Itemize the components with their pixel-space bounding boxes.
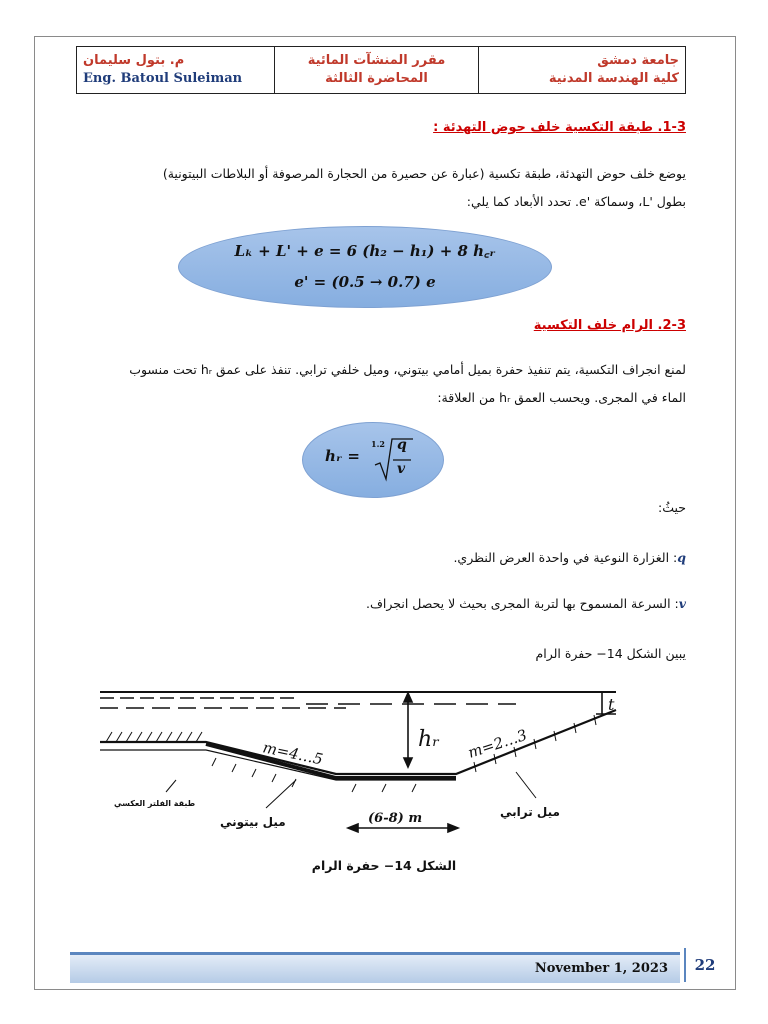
section1-line1: يوضع خلف حوض التهدئة، طبقة تكسية (عبارة عن حصيرة من الحجارة المرصوفة أو البلاطات البيتونية) (162, 166, 686, 181)
equation-length: Lₖ + L' + e = 6 (h₂ − h₁) + 8 h꜀ᵣ (234, 242, 496, 260)
header-university-cell (479, 47, 685, 93)
q-definition (453, 550, 686, 565)
course-title: مقرر المنشآت المائية (307, 53, 446, 68)
page-header (76, 46, 686, 94)
equation-box-1 (178, 226, 552, 308)
equation-box-2 (302, 422, 444, 498)
q-symbol: q (677, 550, 686, 565)
right-slope-label: m=2…3 (465, 725, 530, 762)
section2-line2: الماء في المجرى. ويحسب العمق hᵣ من العلاقة: (437, 390, 686, 405)
earth-slope-label: ميل ترابي (500, 805, 560, 819)
width-label: (6-8) m (368, 811, 423, 826)
section1-number: 1-3. (657, 120, 686, 135)
lecture-title: المحاضرة الثالثة (325, 71, 428, 86)
radical-sign (373, 435, 415, 485)
equation-root-index: 1.2 (371, 439, 385, 449)
section2-title: الرام خلف التكسية (533, 318, 654, 333)
v-symbol: v (678, 596, 686, 611)
v-definition (366, 596, 686, 611)
header-author-cell (77, 47, 275, 93)
author-name-arabic: م. بتول سليمان (83, 53, 185, 68)
section2-heading (534, 318, 686, 333)
figure-caption: الشكل 14− حفرة الرام (311, 858, 457, 873)
filter-layer-label: طبقة الفلتر العكسي (114, 799, 196, 808)
page-footer (70, 952, 680, 983)
q-text: : الغزارة النوعية في واحدة العرض النظري. (453, 550, 678, 565)
equation-numerator: q (397, 437, 407, 453)
equation-depth-lhs: hᵣ = (325, 447, 360, 465)
section2-line1: لمنع انجراف التكسية، يتم تنفيذ حفرة بميل أمامي بيتوني، وميل خلفي ترابي. تنفذ على عمق hᵣ تحت منسوب (129, 362, 686, 377)
equation-thickness: e' = (0.5 → 0.7) e (294, 273, 436, 291)
faculty-name: كلية الهندسة المدنية (548, 71, 679, 86)
depth-label: hᵣ (418, 727, 440, 752)
equation-denominator: v (397, 461, 406, 477)
section1-paragraph (76, 160, 686, 216)
section1-title: طبقة التكسية خلف حوض التهدئة : (433, 120, 654, 135)
thickness-label: t (608, 695, 615, 714)
author-name-english: Eng. Batoul Suleiman (83, 71, 243, 86)
section2-number: 2-3. (657, 318, 686, 333)
figure-intro: يبين الشكل 14− حفرة الرام (535, 646, 686, 661)
header-course-cell (275, 47, 479, 93)
v-text: : السرعة المسموح بها لتربة المجرى بحيث لا يحصل انجراف. (365, 596, 679, 611)
left-slope-label: m=4…5 (261, 738, 325, 769)
footer-date: November 1, 2023 (534, 961, 668, 976)
concrete-slope-label: ميل بيتوني (220, 815, 286, 829)
page-number: 22 (684, 948, 724, 982)
section1-line2: بطول 'L، وسماكة 'e. تحدد الأبعاد كما يلي: (466, 194, 686, 209)
where-label: حيثُ: (658, 500, 686, 515)
section1-heading (433, 120, 686, 135)
scour-pit-figure (96, 680, 636, 850)
university-name: جامعة دمشق (597, 53, 679, 68)
section2-paragraph (76, 356, 686, 412)
